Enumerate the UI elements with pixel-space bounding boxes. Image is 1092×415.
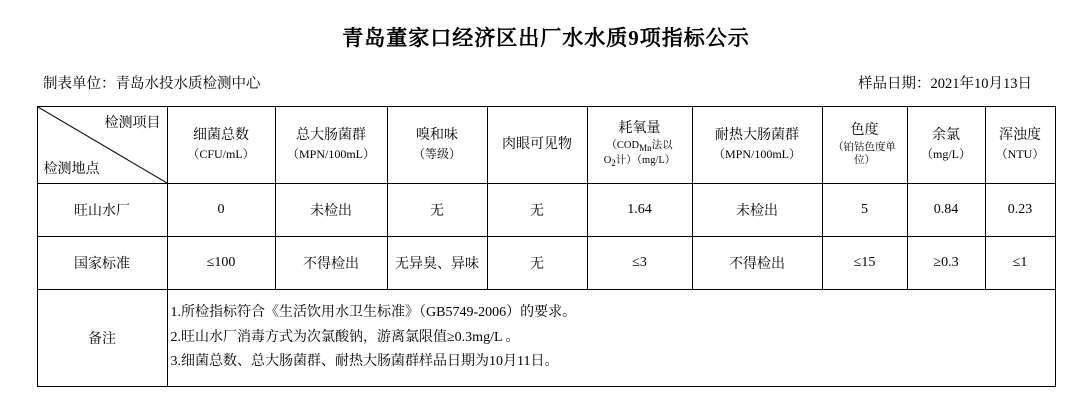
- column-header-thermotolerant-coliform: [692, 107, 822, 184]
- column-header-name: 余氯: [932, 128, 960, 144]
- column-header-name: 肉眼可见物: [502, 136, 572, 152]
- note-line: 2.旺山水厂消毒方式为次氯酸钠，游离氯限值≥0.3mg/L 。: [170, 329, 520, 345]
- column-header-bacteria-count: [167, 107, 275, 184]
- column-header-unit-line-2: [591, 154, 689, 169]
- corner-top-right-label: 检测项目: [104, 116, 161, 131]
- cell-value: 未检出: [275, 184, 387, 237]
- column-header-name: 嗅和味: [416, 128, 458, 144]
- unit-text-2: 法以: [651, 140, 673, 152]
- cell-value: 不得检出: [692, 237, 822, 290]
- cell-value: ≤1: [985, 237, 1055, 290]
- corner-bottom-left-label: 检测地点: [43, 162, 100, 177]
- cell-value: ≥0.3: [907, 237, 985, 290]
- column-header-unit: （CFU/mL）: [187, 147, 255, 162]
- producer-label: 制表单位：青岛水投水质检测中心: [43, 76, 261, 92]
- corner-cell: [37, 107, 167, 184]
- column-header-total-coliform: [275, 107, 387, 184]
- cell-value: 不得检出: [275, 237, 387, 290]
- unit-text-3: O: [603, 155, 612, 167]
- column-header-name: 总大肠菌群: [296, 128, 366, 144]
- cell-value: 无异臭、异味: [387, 237, 487, 290]
- column-header-name: 色度: [850, 123, 879, 139]
- column-header-unit: （等级）: [412, 147, 461, 162]
- note-line: 1.所检指标符合《生活饮用水卫生标准》（GB5749-2006）的要求。: [170, 305, 577, 321]
- cell-value: 5: [822, 184, 907, 237]
- cell-value: 无: [487, 237, 587, 290]
- cell-value: 无: [487, 184, 587, 237]
- column-header-turbidity: [985, 107, 1055, 184]
- cell-value: 0.84: [907, 184, 985, 237]
- cell-value: ≤3: [587, 237, 692, 290]
- column-header-unit: （NTU）: [995, 147, 1045, 162]
- cell-value: ≤15: [822, 237, 907, 290]
- column-header-name: 耗氧量: [618, 121, 661, 137]
- row-label-plant: 旺山水厂: [37, 184, 167, 237]
- column-header-unit: （MPN/100mL）: [712, 147, 801, 162]
- column-header-unit: （铂钴色度单位）: [833, 142, 896, 167]
- column-header-residual-chlorine: [907, 107, 985, 184]
- page-title: 青岛董家口经济区出厂水水质9项指标公示: [342, 26, 750, 50]
- cell-value: 未检出: [692, 184, 822, 237]
- table-header-row: [37, 107, 1055, 184]
- cell-value: 0.23: [985, 184, 1055, 237]
- column-header-visible-matter: [487, 107, 587, 184]
- unit-text-4: 计）（mg/L）: [615, 155, 676, 167]
- note-content: [167, 290, 1055, 387]
- note-row: [37, 290, 1055, 387]
- row-label-national-standard: 国家标准: [37, 237, 167, 290]
- column-header-name: 耐热大肠菌群: [715, 128, 799, 144]
- cell-value: 无: [387, 184, 487, 237]
- unit-subscript-2: 2: [611, 158, 616, 169]
- column-header-name: 浑浊度: [999, 128, 1041, 144]
- unit-text: （COD: [606, 140, 640, 152]
- column-header-odor-taste: [387, 107, 487, 184]
- column-header-unit: （MPN/100mL）: [286, 147, 375, 162]
- unit-subscript: Mn: [639, 143, 652, 154]
- column-header-unit-line-1: [591, 139, 689, 154]
- column-header-chroma: [822, 107, 907, 184]
- column-header-unit: （mg/L）: [921, 147, 971, 162]
- column-header-oxygen-consumption: [587, 107, 692, 184]
- table-row: [37, 237, 1055, 290]
- meta-row: [38, 72, 1054, 92]
- sample-date-label: 样品日期：2021年10月13日: [858, 76, 1032, 92]
- table-row: [37, 184, 1055, 237]
- column-header-name: 细菌总数: [193, 128, 249, 144]
- cell-value: 1.64: [587, 184, 692, 237]
- cell-value: 0: [167, 184, 275, 237]
- note-line: 3.细菌总数、总大肠菌群、耐热大肠菌群样品日期为10月11日。: [170, 354, 559, 370]
- water-quality-table: [37, 106, 1056, 387]
- note-label: 备注: [37, 290, 167, 387]
- cell-value: ≤100: [167, 237, 275, 290]
